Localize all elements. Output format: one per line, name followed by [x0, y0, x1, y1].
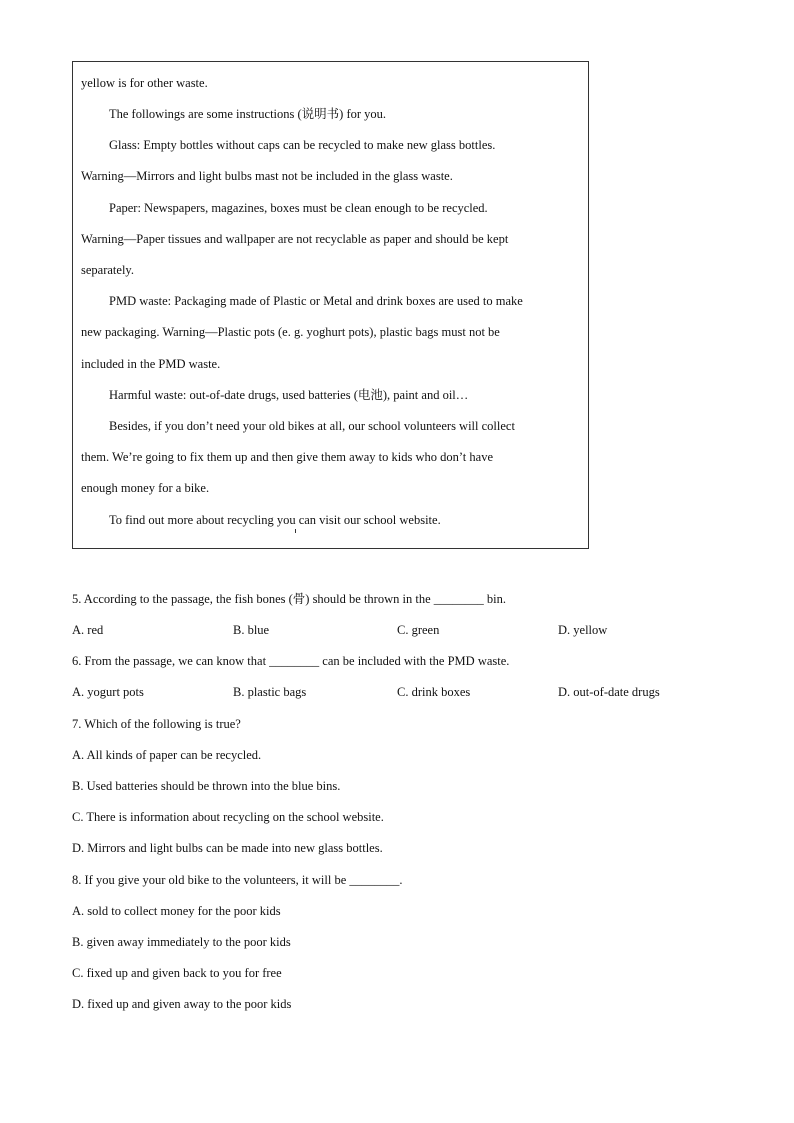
passage-line: them. We’re going to fix them up and then give them away to kids who don’t have [81, 450, 493, 464]
passage-line: yellow is for other waste. [81, 76, 208, 90]
question-5-option-d: D. yellow [558, 623, 608, 637]
question-5-stem: 5. According to the passage, the fish bones (骨) should be thrown in the ________ bin. [72, 592, 506, 606]
passage-line: Warning—Paper tissues and wallpaper are not recyclable as paper and should be kept [81, 232, 509, 246]
question-7-option-d: D. Mirrors and light bulbs can be made into new glass bottles. [72, 841, 383, 855]
question-8-option-b: B. given away immediately to the poor kids [72, 935, 291, 949]
question-8-option-c: C. fixed up and given back to you for free [72, 966, 282, 980]
passage-line: Harmful waste: out-of-date drugs, used batteries (电池), paint and oil… [109, 388, 469, 402]
passage-line: Paper: Newspapers, magazines, boxes must be clean enough to be recycled. [109, 201, 488, 215]
passage-line: Warning—Mirrors and light bulbs mast not be included in the glass waste. [81, 169, 453, 183]
question-7-option-c: C. There is information about recycling on the school website. [72, 810, 384, 824]
question-5-option-a: A. red [72, 623, 104, 637]
question-8-option-d: D. fixed up and given away to the poor kids [72, 997, 292, 1011]
passage-line: Besides, if you don’t need your old bikes at all, our school volunteers will collect [109, 419, 515, 433]
passage-line: The followings are some instructions (说明书) for you. [109, 107, 387, 121]
question-7-stem: 7. Which of the following is true? [72, 717, 241, 731]
question-7-option-a: A. All kinds of paper can be recycled. [72, 748, 262, 762]
question-5-option-c: C. green [397, 623, 440, 637]
question-7-option-b: B. Used batteries should be thrown into the blue bins. [72, 779, 341, 793]
passage-line: Glass: Empty bottles without caps can be recycled to make new glass bottles. [109, 138, 496, 152]
question-6-option-c: C. drink boxes [397, 685, 471, 699]
passage-line: included in the PMD waste. [81, 357, 221, 371]
passage-line: separately. [81, 263, 134, 277]
question-8-option-a: A. sold to collect money for the poor kids [72, 904, 281, 918]
question-6-option-d: D. out-of-date drugs [558, 685, 660, 699]
stray-comma-mark [295, 529, 296, 533]
question-6-stem: 6. From the passage, we can know that ________ can be included with the PMD waste. [72, 654, 510, 668]
passage-line: To find out more about recycling you can visit our school website. [109, 513, 441, 527]
question-5-option-b: B. blue [233, 623, 270, 637]
question-8-stem: 8. If you give your old bike to the volunteers, it will be ________. [72, 873, 403, 887]
passage-line: PMD waste: Packaging made of Plastic or Metal and drink boxes are used to make [109, 294, 523, 308]
passage-line: enough money for a bike. [81, 481, 210, 495]
question-6-option-b: B. plastic bags [233, 685, 307, 699]
question-6-option-a: A. yogurt pots [72, 685, 144, 699]
passage-line: new packaging. Warning—Plastic pots (e. g. yoghurt pots), plastic bags must not be [81, 325, 500, 339]
